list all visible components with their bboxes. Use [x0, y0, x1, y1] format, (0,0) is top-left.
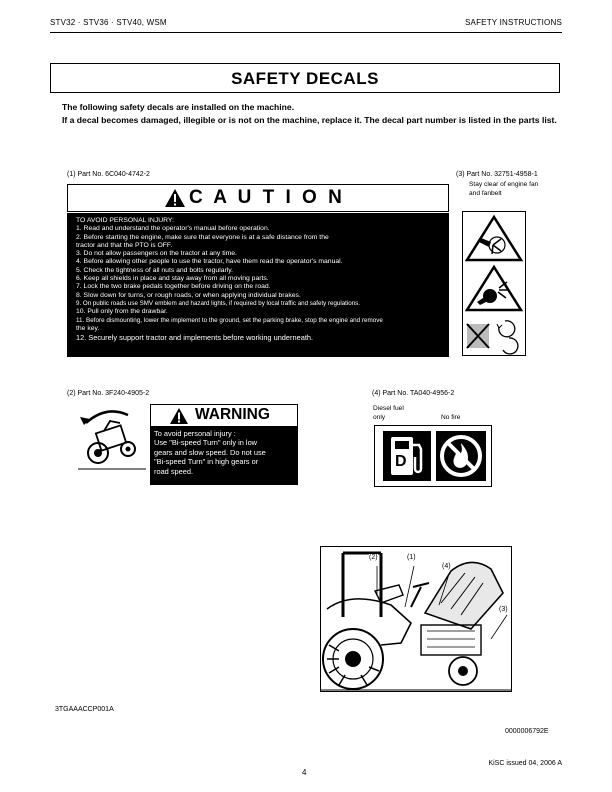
diesel-letter: D [395, 453, 407, 470]
caution-item: 1. Read and understand the operator's manual before operation. [76, 225, 270, 233]
page-title-box [50, 63, 560, 93]
caution-signal-word: C A U T I O N [189, 187, 345, 208]
caution-item-12: 12. Securely support tractor and implements before working underneath. [76, 334, 314, 343]
no-fire-square [436, 431, 486, 481]
warning-triangle-icon [169, 407, 189, 425]
caution-item: 8. Slow down for turns, or rough roads, or when applying individual brakes. [76, 291, 301, 299]
warning-line: "Bi-speed Turn" in high gears or [154, 457, 259, 467]
caution-heading: TO AVOID PERSONAL INJURY: [76, 217, 174, 224]
fan-belt-hazard-icon [463, 212, 525, 355]
caution-item: 2. Before starting the engine, make sure that everyone is at a safe distance from the [76, 233, 329, 241]
caution-item: the key. [76, 324, 100, 332]
header-rule [50, 32, 562, 33]
intro-line-1: The following safety decals are installed on the machine. [62, 102, 295, 112]
header-section: SAFETY INSTRUCTIONS [465, 18, 562, 27]
tractor-figure [320, 546, 512, 692]
header-model: STV32 · STV36 · STV40, WSM [50, 18, 167, 27]
diesel-pump-icon [387, 435, 427, 477]
figure-code: 3TGAAACCP001A [55, 706, 114, 713]
callout-3: (3) [499, 606, 508, 613]
no-fire-icon [436, 431, 486, 481]
warning-signal-word: WARNING [195, 406, 270, 423]
caution-item: 7. Lock the two brake pedals together before driving on the road. [76, 283, 271, 291]
footer-issue: KiSC issued 04, 2006 A [488, 760, 562, 767]
warning-line: To avoid personal injury : [154, 429, 236, 438]
caution-item: tractor and that the PTO is OFF. [76, 241, 173, 249]
decal-2-caption: (2) Part No. 3F240-4905-2 [67, 390, 150, 397]
intro-line-2: If a decal becomes damaged, illegible or is not on the machine, replace it. The decal part number is listed in the parts list. [62, 115, 557, 125]
decal-3-caption: (3) Part No. 32751-4958-1 [456, 171, 538, 178]
fan-warning-decal [462, 211, 526, 356]
diesel-pump-square [383, 431, 431, 481]
caution-message-panel [67, 213, 449, 357]
caution-item: 3. Do not allow passengers on the tractor at any time. [76, 250, 237, 258]
caution-item: 11. Before dismounting, lower the implement to the ground, set the parking brake, stop the engine and remove [76, 316, 383, 324]
decal-4-label-right: No fire [441, 414, 461, 421]
caution-item: 5. Check the tightness of all nuts and bolts regularly. [76, 266, 234, 274]
decal-3-note-line-2: and fanbelt [469, 190, 502, 197]
caution-item: 4. Before allowing other people to use the tractor, have them read the operator's manual. [76, 258, 343, 266]
page-number: 4 [302, 768, 307, 777]
decal-4-label-left-1: Diesel fuel [373, 405, 404, 412]
warning-line: Use "Bi-speed Turn" only in low [154, 438, 258, 448]
caution-item: 9. On public roads use SMV emblem and hazard lights, if required by local traffic and safety regulations. [76, 299, 360, 307]
bi-speed-turn-tractor-icon [76, 403, 148, 475]
caution-triangle-icon [164, 188, 186, 208]
callout-2: (2) [369, 554, 378, 561]
document-code: 0000006792E [505, 728, 549, 735]
callout-1: (1) [407, 554, 416, 561]
decal-1-caption: (1) Part No. 6C040-4742-2 [67, 171, 150, 178]
warning-message-panel [150, 427, 298, 485]
callout-4: (4) [442, 563, 451, 570]
decal-4-caption: (4) Part No. TA040-4956-2 [372, 390, 455, 397]
page-title: SAFETY DECALS [231, 69, 379, 88]
decal-4-label-left-2: only [373, 414, 386, 421]
fuel-decal [374, 425, 492, 487]
warning-signal-panel [150, 404, 298, 427]
tractor-illustration [321, 547, 511, 691]
decal-3-note-line-1: Stay clear of engine fan [469, 181, 539, 188]
warning-line: gears and slow speed. Do not use [154, 447, 266, 457]
caution-item: 10. Pull only from the drawbar. [76, 308, 168, 316]
caution-item: 6. Keep all shields in place and stay away from all moving parts. [76, 275, 269, 283]
caution-signal-panel [67, 184, 449, 212]
warning-line: road speed. [154, 466, 194, 476]
